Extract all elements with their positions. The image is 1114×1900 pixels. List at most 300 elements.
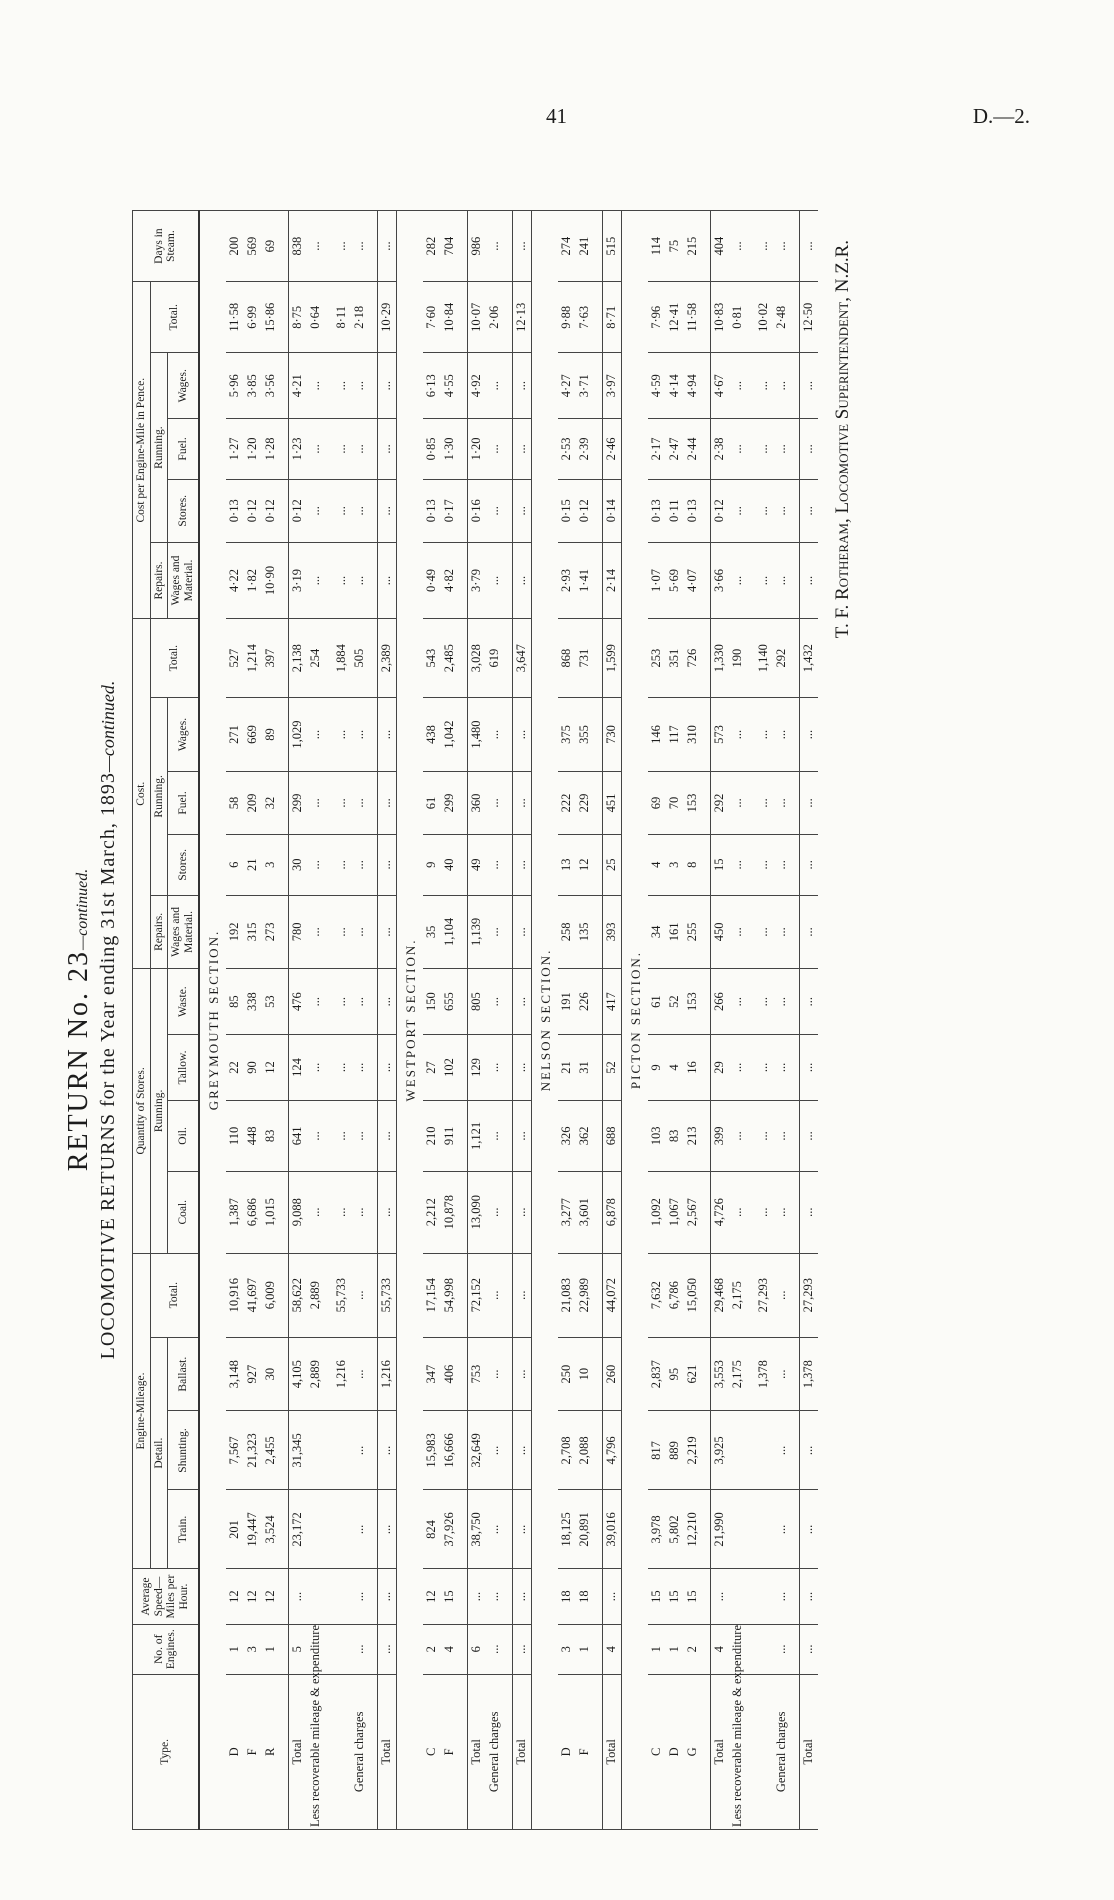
table-cell: 258	[558, 895, 576, 969]
spacer-cell	[280, 835, 289, 896]
table-cell: 6,786	[666, 1253, 684, 1337]
table-cell: 7,632	[648, 1253, 666, 1337]
spacer-cell	[369, 1035, 378, 1101]
table-cell: 25	[602, 835, 621, 896]
col-days-in-steam: Days in Steam.	[133, 211, 199, 282]
spacer-cell	[702, 698, 711, 772]
table-cell: ...	[377, 698, 396, 772]
table-cell: 6,009	[262, 1253, 280, 1337]
table-cell: 3·19	[288, 542, 307, 618]
table-cell: ...	[486, 419, 504, 480]
spacer-cell	[594, 1100, 603, 1171]
col-pence-fuel: Fuel.	[168, 419, 199, 480]
table-cell: 2,485	[441, 619, 459, 698]
table-cell: 8·71	[602, 282, 621, 353]
table-cell: 688	[602, 1100, 621, 1171]
table-cell: 2	[684, 1624, 702, 1674]
table-cell: ...	[351, 353, 369, 419]
table-cell: ...	[486, 479, 504, 542]
table-cell: ...	[333, 969, 351, 1035]
col-pence-stores: Stores.	[168, 479, 199, 542]
table-cell: 54,998	[441, 1253, 459, 1337]
spacer-cell	[594, 1253, 603, 1337]
row-label: F	[244, 1674, 262, 1829]
table-cell: 10·29	[377, 282, 396, 353]
table-cell: ...	[307, 1171, 325, 1253]
spacer-cell	[325, 771, 333, 834]
table-cell: 21	[244, 835, 262, 896]
spacer-cell	[369, 282, 378, 353]
table-cell: ...	[773, 1490, 791, 1569]
table-cell: 655	[441, 969, 459, 1035]
table-cell: 4·55	[441, 353, 459, 419]
table-cell: 1,330	[710, 619, 729, 698]
table-cell: 30	[288, 835, 307, 896]
spacer-cell	[280, 1337, 289, 1411]
table-cell: 731	[576, 619, 594, 698]
spacer-cell	[791, 895, 800, 969]
table-cell: 18,125	[558, 1490, 576, 1569]
table-cell: ...	[351, 1253, 369, 1337]
spacer-cell	[747, 1569, 755, 1624]
table-cell: 4·07	[684, 542, 702, 618]
table-cell: 89	[262, 698, 280, 772]
table-cell: ...	[729, 771, 747, 834]
table-cell: ...	[773, 1171, 791, 1253]
table-cell: ...	[307, 969, 325, 1035]
table-cell: 4	[648, 835, 666, 896]
table-cell: 0·13	[423, 479, 441, 542]
table-cell	[729, 1569, 747, 1624]
table-cell: ...	[486, 895, 504, 969]
group-stores-running: Running.	[150, 969, 168, 1253]
table-cell: 6·13	[423, 353, 441, 419]
table-cell: 15	[648, 1569, 666, 1624]
table-cell	[755, 1490, 773, 1569]
spacer-cell	[325, 211, 333, 282]
table-cell: 1,140	[755, 619, 773, 698]
spacer-cell	[280, 211, 289, 282]
row-label: D	[666, 1674, 684, 1829]
table-cell: 271	[226, 698, 244, 772]
table-cell: 5	[288, 1624, 307, 1674]
table-cell: ...	[799, 771, 818, 834]
table-cell: ...	[729, 419, 747, 480]
table-cell: 222	[558, 771, 576, 834]
table-cell: ...	[486, 1337, 504, 1411]
table-cell: ...	[773, 542, 791, 618]
table-cell: ...	[512, 1100, 531, 1171]
table-cell: 1,092	[648, 1171, 666, 1253]
table-cell: ...	[351, 419, 369, 480]
spacer-row	[504, 211, 513, 1830]
spacer-cell	[791, 1411, 800, 1490]
table-cell: ...	[512, 419, 531, 480]
table-cell: ...	[307, 1035, 325, 1101]
spacer-cell	[702, 1035, 711, 1101]
spacer-cell	[280, 1411, 289, 1490]
table-cell: 2,889	[307, 1337, 325, 1411]
spacer-cell	[280, 542, 289, 618]
table-cell: 1,216	[377, 1337, 396, 1411]
spacer-cell	[702, 1490, 711, 1569]
table-cell: 3,978	[648, 1490, 666, 1569]
spacer-cell	[702, 771, 711, 834]
table-row	[684, 211, 702, 1830]
table-cell: ...	[799, 698, 818, 772]
spacer-cell	[504, 1100, 513, 1171]
row-label: D	[558, 1674, 576, 1829]
group-cost: Cost.	[133, 619, 151, 969]
spacer-cell	[504, 1569, 513, 1624]
spacer-cell	[702, 419, 711, 480]
spacer-cell	[280, 1490, 289, 1569]
table-cell: 15	[710, 835, 729, 896]
signature: T. F. Rotheram, Locomotive Superintendent, N.Z.R.	[831, 240, 853, 639]
spacer-cell	[747, 419, 755, 480]
table-cell: 21	[558, 1035, 576, 1101]
col-cost-fuel: Fuel.	[168, 771, 199, 834]
table-cell: 10,878	[441, 1171, 459, 1253]
table-cell: 153	[684, 969, 702, 1035]
table-cell: ...	[512, 1624, 531, 1674]
spacer-cell	[459, 771, 468, 834]
spacer-cell	[369, 835, 378, 896]
spacer-cell	[747, 1411, 755, 1490]
table-row	[729, 211, 747, 1830]
group-engine-mileage: Engine-Mileage.	[133, 1253, 151, 1569]
spacer-row	[702, 211, 711, 1830]
table-cell: 12·50	[799, 282, 818, 353]
table-row	[351, 211, 369, 1830]
table-cell: 0·15	[558, 479, 576, 542]
table-cell: ...	[512, 1411, 531, 1490]
table-cell: 5·96	[226, 353, 244, 419]
table-cell: ...	[755, 1100, 773, 1171]
spacer-cell	[594, 1569, 603, 1624]
row-label: C	[648, 1674, 666, 1829]
table-cell: ...	[773, 895, 791, 969]
table-cell: 2·44	[684, 419, 702, 480]
table-cell	[307, 1490, 325, 1569]
table-cell: 15·86	[262, 282, 280, 353]
col-pence-total: Total.	[150, 282, 198, 353]
spacer-cell	[325, 419, 333, 480]
spacer-cell	[702, 895, 711, 969]
table-cell: ...	[333, 542, 351, 618]
spacer-cell	[325, 1674, 333, 1829]
table-cell: ...	[467, 1569, 486, 1624]
spacer-cell	[325, 1337, 333, 1411]
table-cell: 1,214	[244, 619, 262, 698]
table-cell: 1·20	[467, 419, 486, 480]
table-cell: 505	[351, 619, 369, 698]
spacer-cell	[702, 1411, 711, 1490]
table-cell: 780	[288, 895, 307, 969]
table-row	[226, 211, 244, 1830]
table-cell: 22	[226, 1035, 244, 1101]
table-cell: 2,708	[558, 1411, 576, 1490]
table-cell: 21,990	[710, 1490, 729, 1569]
table-cell: 704	[441, 211, 459, 282]
table-cell: ...	[773, 835, 791, 896]
table-cell: ...	[799, 419, 818, 480]
table-cell: ...	[729, 211, 747, 282]
table-cell: 49	[467, 835, 486, 896]
table-cell: 15,050	[684, 1253, 702, 1337]
table-cell: 21,323	[244, 1411, 262, 1490]
table-cell: ...	[773, 1035, 791, 1101]
table-cell: ...	[773, 771, 791, 834]
table-cell: ...	[729, 698, 747, 772]
table-cell: 201	[226, 1490, 244, 1569]
table-cell: 310	[684, 698, 702, 772]
spacer-cell	[369, 419, 378, 480]
table-cell: ...	[486, 1035, 504, 1101]
spacer-cell	[702, 353, 711, 419]
table-cell: ...	[799, 969, 818, 1035]
spacer-cell	[594, 1411, 603, 1490]
group-cost-repairs: Repairs.	[150, 895, 168, 969]
table-cell: ...	[773, 1253, 791, 1337]
section-title: NELSON SECTION.	[531, 211, 558, 1830]
table-cell: 83	[262, 1100, 280, 1171]
table-cell: 3,028	[467, 619, 486, 698]
spacer-cell	[791, 698, 800, 772]
section-row	[199, 211, 226, 1830]
table-cell: ...	[486, 1411, 504, 1490]
spacer-cell	[504, 969, 513, 1035]
spacer-cell	[280, 419, 289, 480]
table-cell: ...	[377, 1171, 396, 1253]
table-cell: ...	[307, 771, 325, 834]
table-cell: ...	[351, 835, 369, 896]
table-body	[199, 211, 818, 1830]
table-cell: 135	[576, 895, 594, 969]
spacer-cell	[325, 282, 333, 353]
table-cell: 8·75	[288, 282, 307, 353]
table-cell: 10·02	[755, 282, 773, 353]
table-cell: 114	[648, 211, 666, 282]
rotated-report	[57, 210, 1057, 1830]
spacer-cell	[325, 969, 333, 1035]
table-row	[486, 211, 504, 1830]
table-cell: 10·07	[467, 282, 486, 353]
table-cell: 2,212	[423, 1171, 441, 1253]
table-cell: 1,104	[441, 895, 459, 969]
spacer-cell	[280, 698, 289, 772]
spacer-cell	[280, 479, 289, 542]
table-cell: 191	[558, 969, 576, 1035]
spacer-row	[325, 211, 333, 1830]
table-cell: 1·28	[262, 419, 280, 480]
table-cell: 15,983	[423, 1411, 441, 1490]
table-cell: ...	[773, 1100, 791, 1171]
table-cell: 4·59	[648, 353, 666, 419]
table-cell: ...	[333, 1171, 351, 1253]
table-cell	[755, 1624, 773, 1674]
table-cell: 39,016	[602, 1490, 621, 1569]
spacer-cell	[325, 353, 333, 419]
table-cell: 2·53	[558, 419, 576, 480]
table-cell: 3·79	[467, 542, 486, 618]
table-cell: 4,796	[602, 1411, 621, 1490]
spacer-cell	[325, 1411, 333, 1490]
table-row	[262, 211, 280, 1830]
spacer-cell	[702, 542, 711, 618]
table-cell: ...	[755, 698, 773, 772]
spacer-cell	[791, 479, 800, 542]
table-cell: 9	[423, 835, 441, 896]
spacer-cell	[747, 1674, 755, 1829]
table-cell: 3,601	[576, 1171, 594, 1253]
spacer-row	[369, 211, 378, 1830]
col-cost-total: Total.	[150, 619, 198, 698]
spacer-cell	[369, 1171, 378, 1253]
table-cell: ...	[773, 1411, 791, 1490]
table-cell: 3,524	[262, 1490, 280, 1569]
report-subtitle	[97, 210, 120, 1830]
table-cell: 0·49	[423, 542, 441, 618]
table-cell: ...	[512, 353, 531, 419]
table-cell: 10,916	[226, 1253, 244, 1337]
table-cell: 1,015	[262, 1171, 280, 1253]
table-cell: 274	[558, 211, 576, 282]
spacer-cell	[280, 1171, 289, 1253]
report-subtitle-text: LOCOMOTIVE RETURNS for the Year ending 31st March, 1893	[97, 772, 119, 1360]
table-cell: 292	[773, 619, 791, 698]
table-row	[666, 211, 684, 1830]
spacer-cell	[459, 835, 468, 896]
spacer-cell	[369, 1100, 378, 1171]
table-cell: 52	[602, 1035, 621, 1101]
table-cell: ...	[377, 211, 396, 282]
table-cell: 241	[576, 211, 594, 282]
table-cell: 7·63	[576, 282, 594, 353]
table-cell	[755, 1569, 773, 1624]
group-pence-running: Running.	[150, 353, 168, 543]
table-cell: 438	[423, 698, 441, 772]
table-cell: 0·12	[576, 479, 594, 542]
table-cell: ...	[512, 771, 531, 834]
table-cell: 397	[262, 619, 280, 698]
col-shunting: Shunting.	[168, 1411, 199, 1490]
group-cost-running: Running.	[150, 698, 168, 895]
table-cell: ...	[486, 211, 504, 282]
table-cell: ...	[333, 835, 351, 896]
table-cell: 35	[423, 895, 441, 969]
spacer-cell	[369, 1624, 378, 1674]
spacer-cell	[325, 1624, 333, 1674]
table-cell: 31	[576, 1035, 594, 1101]
table-cell: 10·90	[262, 542, 280, 618]
table-cell: ...	[351, 1624, 369, 1674]
table-cell: ...	[307, 419, 325, 480]
table-cell: 2,567	[684, 1171, 702, 1253]
col-cost-wages-material: Wages and Material.	[168, 895, 199, 969]
table-cell: 31,345	[288, 1411, 307, 1490]
spacer-cell	[702, 1253, 711, 1337]
table-cell: 476	[288, 969, 307, 1035]
table-cell: 0·13	[684, 479, 702, 542]
table-cell: 2·38	[710, 419, 729, 480]
table-cell: ...	[351, 1490, 369, 1569]
table-cell: 90	[244, 1035, 262, 1101]
table-cell	[333, 1411, 351, 1490]
table-cell: 41,697	[244, 1253, 262, 1337]
spacer-cell	[369, 211, 378, 282]
table-cell: ...	[755, 353, 773, 419]
table-cell: ...	[729, 1035, 747, 1101]
table-cell: 7·96	[648, 282, 666, 353]
table-cell: 399	[710, 1100, 729, 1171]
table-cell: ...	[351, 1100, 369, 1171]
spacer-cell	[791, 619, 800, 698]
table-cell: ...	[486, 1253, 504, 1337]
table-cell: 15	[684, 1569, 702, 1624]
spacer-cell	[594, 1490, 603, 1569]
table-cell: 2,175	[729, 1337, 747, 1411]
table-cell: 1,387	[226, 1171, 244, 1253]
section-row	[531, 211, 558, 1830]
spacer-cell	[280, 1674, 289, 1829]
table-cell: 1	[648, 1624, 666, 1674]
spacer-cell	[702, 1674, 711, 1829]
table-cell: 569	[244, 211, 262, 282]
table-cell: 29	[710, 1035, 729, 1101]
table-cell: 12	[262, 1035, 280, 1101]
spacer-cell	[791, 1490, 800, 1569]
spacer-cell	[325, 835, 333, 896]
table-cell: ...	[486, 698, 504, 772]
table-cell: 448	[244, 1100, 262, 1171]
table-cell: 12·41	[666, 282, 684, 353]
spacer-cell	[280, 353, 289, 419]
spacer-cell	[459, 479, 468, 542]
table-cell: ...	[377, 1411, 396, 1490]
table-cell: ...	[755, 895, 773, 969]
table-cell: 250	[558, 1337, 576, 1411]
table-cell: ...	[512, 1490, 531, 1569]
table-cell: 69	[648, 771, 666, 834]
spacer-cell	[504, 542, 513, 618]
table-cell: 102	[441, 1035, 459, 1101]
spacer-cell	[791, 1100, 800, 1171]
group-detail: Detail.	[150, 1337, 168, 1569]
table-cell: ...	[377, 1100, 396, 1171]
spacer-cell	[325, 542, 333, 618]
table-cell: 38,750	[467, 1490, 486, 1569]
row-label: Total	[799, 1674, 818, 1829]
table-cell: 16	[684, 1035, 702, 1101]
table-cell: ...	[486, 1624, 504, 1674]
table-cell: ...	[799, 835, 818, 896]
table-cell: 0·14	[602, 479, 621, 542]
table-cell: ...	[351, 542, 369, 618]
spacer-cell	[594, 619, 603, 698]
table-cell: 393	[602, 895, 621, 969]
table-cell: ...	[307, 895, 325, 969]
table-cell: 7,567	[226, 1411, 244, 1490]
table-cell: 72,152	[467, 1253, 486, 1337]
spacer-cell	[594, 969, 603, 1035]
table-cell: ...	[307, 1100, 325, 1171]
spacer-cell	[280, 1035, 289, 1101]
col-ballast: Ballast.	[168, 1337, 199, 1411]
table-cell: 110	[226, 1100, 244, 1171]
spacer-cell	[280, 895, 289, 969]
table-cell: 0·13	[648, 479, 666, 542]
